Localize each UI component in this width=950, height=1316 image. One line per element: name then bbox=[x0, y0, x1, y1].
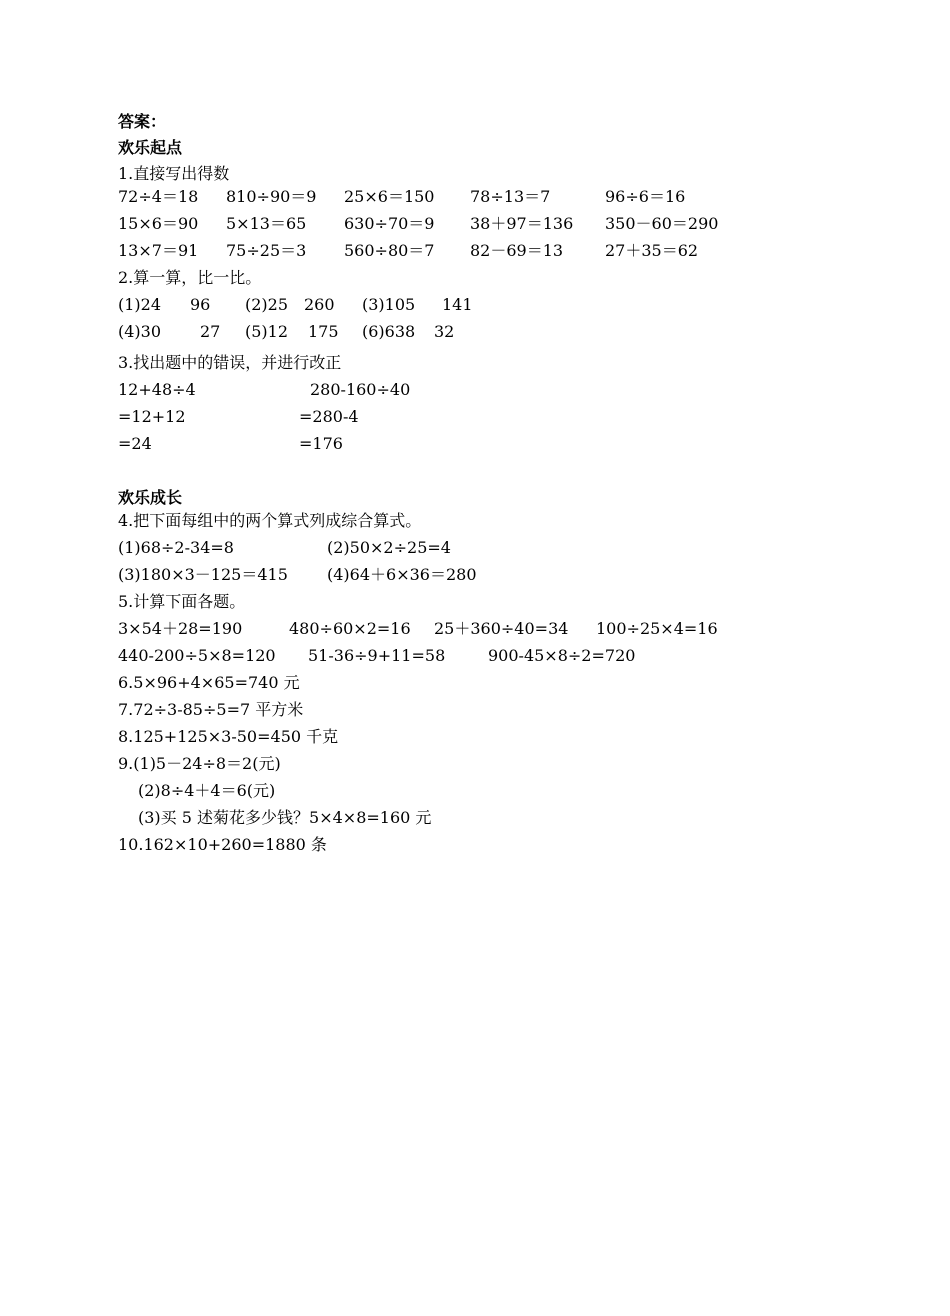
equation: 630÷70＝9 bbox=[344, 214, 435, 233]
question-9-answer: (3)买 5 述菊花多少钱？5×4×8=160 元 bbox=[138, 808, 432, 827]
equation: 72÷4＝18 bbox=[118, 187, 199, 206]
equation: 480÷60×2=16 bbox=[289, 619, 411, 638]
section-heading-growth: 欢乐成长 bbox=[118, 488, 183, 507]
equation: 560÷80＝7 bbox=[344, 241, 435, 260]
equation: 82－69＝13 bbox=[470, 241, 564, 260]
answer-value: (3)105 bbox=[362, 295, 416, 314]
answer-value: 96 bbox=[190, 295, 211, 314]
working-step: =24 bbox=[118, 434, 152, 453]
equation: 350－60＝290 bbox=[605, 214, 719, 233]
question-10-answer: 10.162×10+260=1880 条 bbox=[118, 835, 327, 854]
equation: 51-36÷9+11=58 bbox=[308, 646, 446, 665]
answer-value: (4)30 bbox=[118, 322, 162, 341]
question-6-answer: 6.5×96+4×65=740 元 bbox=[118, 673, 300, 692]
equation: 100÷25×4=16 bbox=[596, 619, 718, 638]
question-5-title: 5.计算下面各题。 bbox=[118, 592, 246, 611]
question-9-answer: (2)8÷4＋4＝6(元) bbox=[138, 781, 276, 800]
question-3-title: 3.找出题中的错误，并进行改正 bbox=[118, 353, 342, 372]
answer-value: 260 bbox=[304, 295, 335, 314]
equation: 38＋97＝136 bbox=[470, 214, 574, 233]
equation: (2)50×2÷25=4 bbox=[327, 538, 451, 557]
question-8-answer: 8.125+125×3-50=450 千克 bbox=[118, 727, 339, 746]
answer-value: (2)25 bbox=[245, 295, 289, 314]
equation: 900-45×8÷2=720 bbox=[488, 646, 636, 665]
section-heading-start: 欢乐起点 bbox=[118, 138, 183, 157]
question-9-answer: 9.(1)5－24÷8＝2(元) bbox=[118, 754, 281, 773]
equation: 75÷25＝3 bbox=[226, 241, 307, 260]
working-step: 12+48÷4 bbox=[118, 380, 196, 399]
equation: (1)68÷2-34=8 bbox=[118, 538, 234, 557]
question-7-answer: 7.72÷3-85÷5=7 平方米 bbox=[118, 700, 304, 719]
answer-value: 32 bbox=[434, 322, 455, 341]
equation: 5×13＝65 bbox=[226, 214, 307, 233]
answer-value: (6)638 bbox=[362, 322, 416, 341]
equation: 25×6＝150 bbox=[344, 187, 435, 206]
equation: 96÷6＝16 bbox=[605, 187, 686, 206]
question-2-title: 2.算一算，比一比。 bbox=[118, 268, 262, 287]
working-step: =280-4 bbox=[299, 407, 359, 426]
working-step: =176 bbox=[299, 434, 343, 453]
answer-value: (5)12 bbox=[245, 322, 289, 341]
equation: (4)64＋6×36＝280 bbox=[327, 565, 477, 584]
answer-value: 141 bbox=[442, 295, 473, 314]
equation: (3)180×3－125＝415 bbox=[118, 565, 288, 584]
question-1-title: 1.直接写出得数 bbox=[118, 164, 230, 183]
answer-value: 27 bbox=[200, 322, 221, 341]
equation: 25＋360÷40=34 bbox=[434, 619, 569, 638]
equation: 440-200÷5×8=120 bbox=[118, 646, 276, 665]
equation: 27＋35＝62 bbox=[605, 241, 699, 260]
equation: 78÷13＝7 bbox=[470, 187, 551, 206]
working-step: 280-160÷40 bbox=[310, 380, 411, 399]
equation: 13×7＝91 bbox=[118, 241, 199, 260]
question-4-title: 4.把下面每组中的两个算式列成综合算式。 bbox=[118, 511, 422, 530]
answers-heading: 答案： bbox=[118, 112, 167, 131]
equation: 810÷90＝9 bbox=[226, 187, 317, 206]
answer-value: 175 bbox=[308, 322, 339, 341]
answer-value: (1)24 bbox=[118, 295, 162, 314]
equation: 15×6＝90 bbox=[118, 214, 199, 233]
equation: 3×54＋28=190 bbox=[118, 619, 243, 638]
working-step: =12+12 bbox=[118, 407, 186, 426]
